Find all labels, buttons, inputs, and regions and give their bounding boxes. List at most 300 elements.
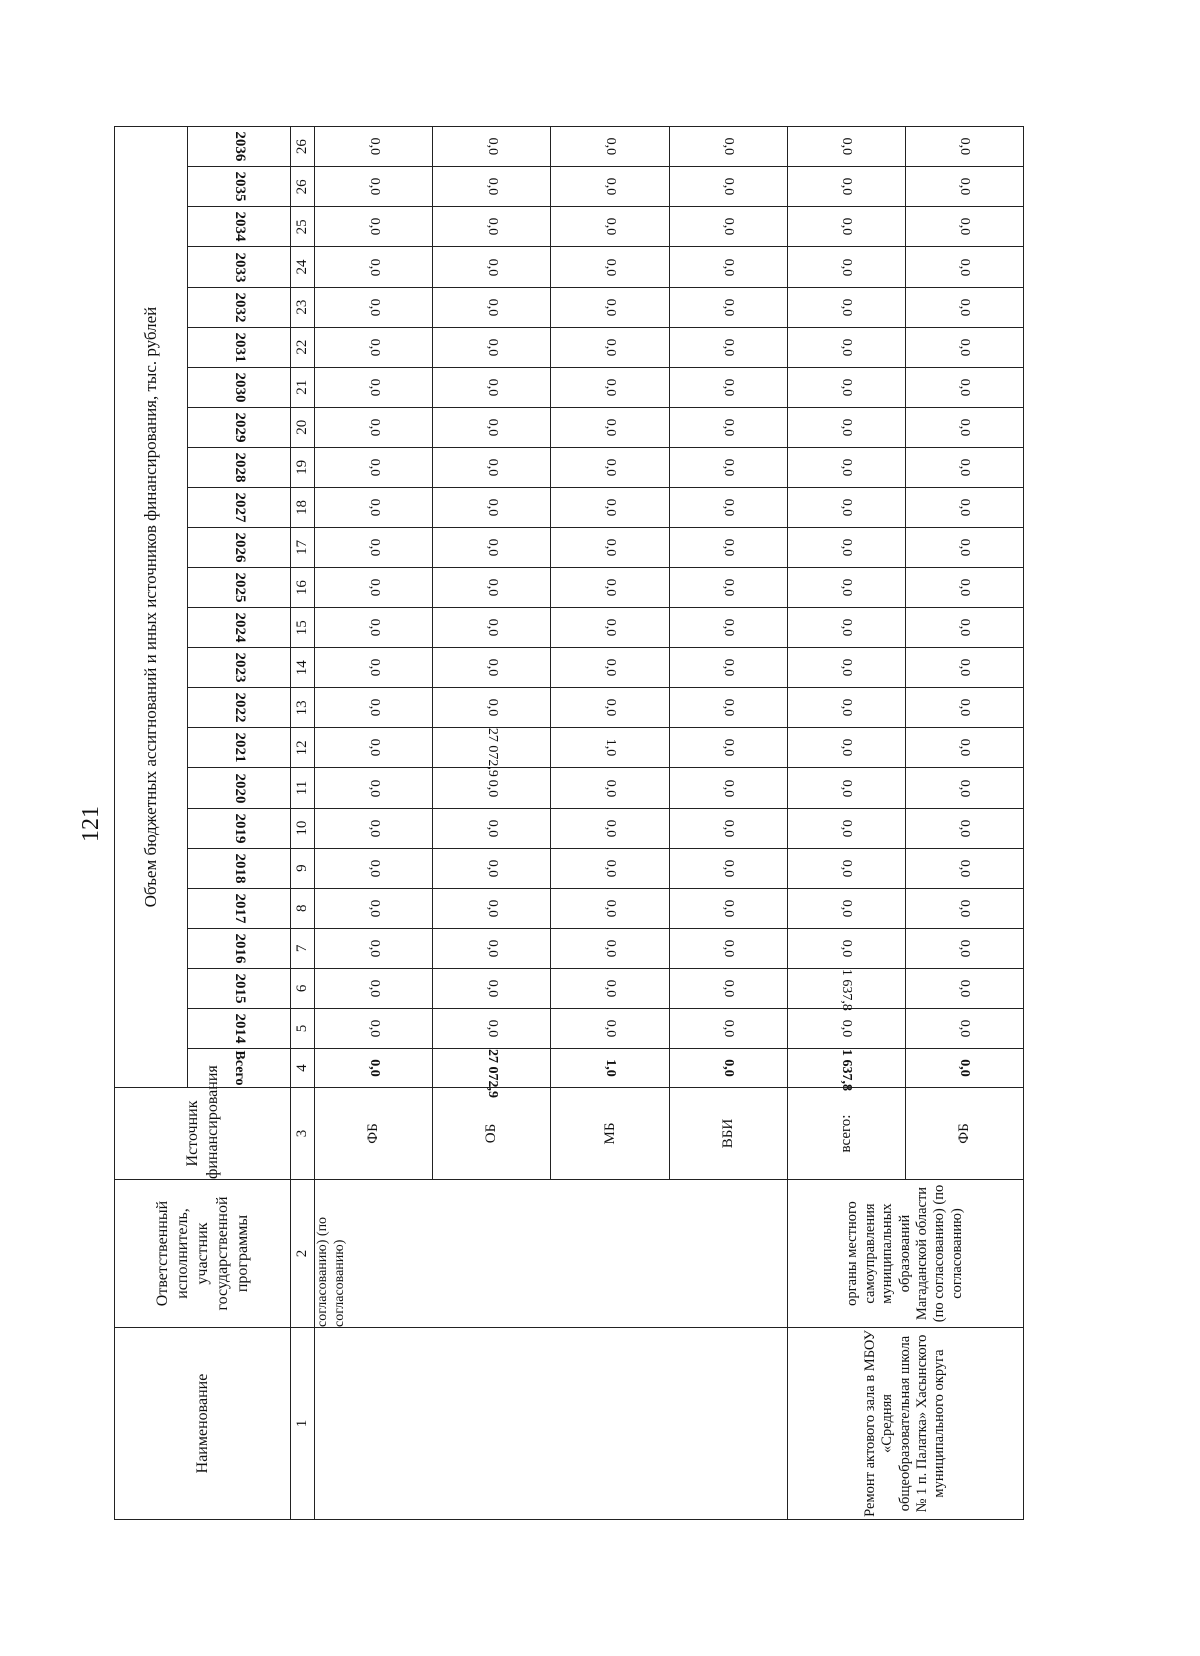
- value: 0,0: [839, 739, 855, 757]
- value: 0,0: [603, 578, 619, 597]
- value-cell: [433, 247, 551, 287]
- value: 0,0: [603, 819, 619, 837]
- value: 0,0: [366, 779, 382, 797]
- value-cell: [433, 928, 551, 968]
- header-volume: Объем бюджетных ассигнований и иных источников финансирования, тыс. рублей: [115, 127, 188, 1088]
- column-number: 13: [291, 688, 315, 728]
- header-year-cell: [188, 407, 291, 447]
- value-cell: [433, 447, 551, 487]
- value: 0,0: [603, 218, 619, 236]
- header-year-cell: [188, 327, 291, 367]
- header-year-cell: [188, 928, 291, 968]
- header-year-cell: [188, 127, 291, 167]
- value: 0,0: [839, 458, 855, 477]
- header-source: Источник финансирования: [115, 1088, 291, 1180]
- value: 0,0: [957, 458, 973, 477]
- value-cell: [551, 808, 669, 848]
- value-cell: [669, 968, 787, 1008]
- value: 0,0: [603, 538, 619, 557]
- value-cell: [315, 888, 433, 928]
- value: 0,0: [839, 298, 855, 316]
- value: 0,0: [839, 338, 855, 356]
- value: 0,0: [603, 418, 619, 437]
- value: 0,0: [484, 137, 500, 156]
- value: 0,0: [484, 819, 500, 837]
- row-total: 0,0: [721, 1059, 737, 1077]
- value-cell: [787, 367, 905, 407]
- value: 0,0: [484, 338, 500, 356]
- row-total: 0,0: [366, 1059, 382, 1077]
- value: 0,0: [484, 618, 500, 637]
- value-cell: [905, 487, 1023, 527]
- value: 0,0: [957, 1019, 973, 1038]
- header-year: 2028: [231, 452, 248, 483]
- column-number: 17: [291, 527, 315, 567]
- value-cell: [551, 527, 669, 567]
- value-cell: [905, 127, 1023, 167]
- value: 0,0: [721, 578, 737, 597]
- value-cell: [905, 527, 1023, 567]
- value-cell: [551, 568, 669, 608]
- value: 0,0: [603, 939, 619, 958]
- column-number: 4: [291, 1049, 315, 1088]
- value: 0,0: [603, 378, 619, 396]
- value: 0,0: [366, 618, 382, 637]
- value: 0,0: [366, 258, 382, 276]
- value: 0,0: [484, 178, 500, 196]
- value-cell: [787, 848, 905, 888]
- value-cell: [669, 207, 787, 247]
- value-cell: [551, 447, 669, 487]
- value: 0,0: [839, 899, 855, 917]
- value-cell: [551, 608, 669, 648]
- value: 0,0: [603, 338, 619, 356]
- value: 0,0: [603, 458, 619, 477]
- header-year-cell: [188, 167, 291, 207]
- value: 0,0: [366, 859, 382, 877]
- value-cell: [433, 808, 551, 848]
- header-year: 2020: [231, 772, 248, 803]
- value-cell: [905, 367, 1023, 407]
- header-year: 2014: [231, 1013, 248, 1044]
- value: 0,0: [839, 178, 855, 196]
- value-cell: [787, 608, 905, 648]
- column-number: 25: [291, 207, 315, 247]
- value-cell: [551, 648, 669, 688]
- value-cell: [315, 367, 433, 407]
- row-total-cell: [433, 1049, 551, 1098]
- value: 0,0: [839, 418, 855, 437]
- column-number: 23: [291, 287, 315, 327]
- value: 0,0: [366, 458, 382, 477]
- value-cell: [433, 407, 551, 447]
- header-year: 2026: [231, 532, 248, 563]
- header-year: 2025: [231, 572, 248, 603]
- value: 0,0: [721, 659, 737, 677]
- column-number: 8: [291, 888, 315, 928]
- value: 0,0: [839, 859, 855, 877]
- value-cell: [787, 808, 905, 848]
- value-cell: [669, 407, 787, 447]
- value-cell: [315, 928, 433, 968]
- value-cell: [551, 167, 669, 207]
- column-number: 15: [291, 608, 315, 648]
- value-cell: [669, 928, 787, 968]
- value: 0,0: [603, 699, 619, 717]
- value-cell: [315, 1008, 433, 1048]
- header-year: 2034: [231, 211, 248, 242]
- value-cell: [787, 247, 905, 287]
- value-cell: [905, 287, 1023, 327]
- value-cell: [551, 407, 669, 447]
- value-cell: [669, 688, 787, 728]
- header-year: 2016: [231, 933, 248, 964]
- header-year-cell: [188, 247, 291, 287]
- value: 0,0: [484, 699, 500, 717]
- value: 0,0: [721, 338, 737, 356]
- value-cell: [315, 247, 433, 287]
- value-cell: [787, 928, 905, 968]
- value: 0,0: [603, 137, 619, 156]
- value-cell: [433, 648, 551, 688]
- column-number: 2: [291, 1180, 315, 1328]
- header-year: 2015: [231, 973, 248, 1004]
- header-year-cell: [188, 367, 291, 407]
- value-cell: [433, 848, 551, 888]
- value: 0,0: [839, 378, 855, 396]
- value-cell: [433, 287, 551, 327]
- value-cell: [669, 1008, 787, 1048]
- value: 0,0: [957, 538, 973, 557]
- value-cell: [551, 247, 669, 287]
- header-year-cell: [188, 608, 291, 648]
- row-source: ФБ: [315, 1088, 433, 1180]
- value-cell: [669, 768, 787, 808]
- header-year-cell: [188, 848, 291, 888]
- value-cell: [905, 447, 1023, 487]
- header-year-cell: [188, 447, 291, 487]
- header-year: 2029: [231, 412, 248, 443]
- value-cell: [669, 568, 787, 608]
- value-cell: [433, 1008, 551, 1048]
- value: 0,0: [603, 979, 619, 998]
- value: 0,0: [366, 418, 382, 437]
- header-year: 2031: [231, 332, 248, 363]
- value-cell: [315, 327, 433, 367]
- value-cell: [315, 207, 433, 247]
- value-cell: [315, 968, 433, 1008]
- value-cell: [551, 207, 669, 247]
- header-year: 2030: [231, 372, 248, 403]
- value: 0,0: [721, 979, 737, 998]
- value: 0,0: [957, 578, 973, 597]
- value-cell: [433, 207, 551, 247]
- value: 0,0: [721, 819, 737, 837]
- column-number: 20: [291, 407, 315, 447]
- value: 0,0: [366, 699, 382, 717]
- value-cell: [905, 888, 1023, 928]
- value-cell: [905, 1008, 1023, 1048]
- value-cell: [433, 568, 551, 608]
- value-cell: [315, 287, 433, 327]
- value-cell: [669, 127, 787, 167]
- value: 0,0: [366, 298, 382, 316]
- column-number: 18: [291, 487, 315, 527]
- value-cell: [787, 167, 905, 207]
- value: 0,0: [957, 258, 973, 276]
- value: 0,0: [839, 618, 855, 637]
- value-cell: [787, 648, 905, 688]
- value: 0,0: [366, 538, 382, 557]
- value-cell: [315, 728, 433, 768]
- value: 0,0: [366, 218, 382, 236]
- value: 0,0: [721, 779, 737, 797]
- value: 0,0: [484, 298, 500, 316]
- value: 0,0: [721, 218, 737, 236]
- column-number: 9: [291, 848, 315, 888]
- value-cell: [315, 127, 433, 167]
- value: 0,0: [839, 578, 855, 597]
- value-cell: [905, 167, 1023, 207]
- value-cell: [787, 207, 905, 247]
- header-year-cell: [188, 207, 291, 247]
- header-year-cell: [188, 1008, 291, 1048]
- value-cell: [669, 487, 787, 527]
- value-cell: [669, 888, 787, 928]
- value: 0,0: [957, 859, 973, 877]
- column-number: 21: [291, 367, 315, 407]
- column-number: 16: [291, 568, 315, 608]
- row-source: ФБ: [905, 1088, 1023, 1180]
- value-cell: [669, 167, 787, 207]
- value: 0,0: [721, 458, 737, 477]
- value-cell: [315, 568, 433, 608]
- column-number: 14: [291, 648, 315, 688]
- value-cell: [551, 1008, 669, 1048]
- column-number: 26: [291, 127, 315, 167]
- value-cell: [787, 327, 905, 367]
- value-cell: [905, 728, 1023, 768]
- header-year: 2019: [231, 813, 248, 844]
- header-year-cell: [188, 768, 291, 808]
- value: 0,0: [484, 258, 500, 276]
- value-cell: [669, 648, 787, 688]
- value: 0,0: [366, 1019, 382, 1038]
- value-cell: [905, 568, 1023, 608]
- value: 0,0: [721, 699, 737, 717]
- header-year: 2024: [231, 612, 248, 643]
- header-year: 2022: [231, 692, 248, 723]
- value: 0,0: [957, 178, 973, 196]
- row-total: 1,0: [603, 1059, 619, 1077]
- header-year: 2023: [231, 652, 248, 683]
- value-cell: [433, 968, 551, 1008]
- value: 0,0: [484, 578, 500, 597]
- value-cell: [433, 688, 551, 728]
- value: 0,0: [957, 939, 973, 958]
- value: 0,0: [366, 178, 382, 196]
- header-year: 2021: [231, 732, 248, 763]
- column-number: 11: [291, 768, 315, 808]
- header-year: 2018: [231, 853, 248, 884]
- value-cell: [551, 688, 669, 728]
- value: 0,0: [366, 939, 382, 958]
- value-cell: [669, 808, 787, 848]
- value-cell: [315, 688, 433, 728]
- value: 0,0: [366, 899, 382, 917]
- value: 0,0: [721, 1019, 737, 1038]
- value-cell: [551, 287, 669, 327]
- header-responsible: Ответственный исполнитель, участник государственной программы: [115, 1180, 291, 1328]
- value: 0,0: [957, 819, 973, 837]
- value: 0,0: [484, 458, 500, 477]
- value: 0,0: [721, 618, 737, 637]
- value: 1,0: [603, 739, 619, 757]
- value-cell: [433, 888, 551, 928]
- header-year: 2017: [231, 893, 248, 924]
- value: 0,0: [721, 859, 737, 877]
- header-year: 2035: [231, 171, 248, 202]
- value-cell: [433, 728, 551, 778]
- header-year: 2033: [231, 251, 248, 282]
- value-cell: [787, 447, 905, 487]
- value-cell: [787, 287, 905, 327]
- value: 0,0: [366, 578, 382, 597]
- value: 0,0: [957, 779, 973, 797]
- value: 0,0: [484, 498, 500, 517]
- value: 0,0: [603, 859, 619, 877]
- column-number: 7: [291, 928, 315, 968]
- value: 0,0: [366, 819, 382, 837]
- column-number: 3: [291, 1088, 315, 1180]
- value: 0,0: [721, 939, 737, 958]
- value: 0,0: [721, 137, 737, 156]
- value: 0,0: [721, 258, 737, 276]
- row-source: всего:: [787, 1088, 905, 1180]
- header-year-cell: [188, 688, 291, 728]
- header-name: Наименование: [115, 1328, 291, 1520]
- value: 1 637,8: [839, 968, 855, 1011]
- header-year-cell: [188, 648, 291, 688]
- value: 0,0: [721, 739, 737, 757]
- row-total-cell: [551, 1049, 669, 1088]
- column-number: 24: [291, 247, 315, 287]
- value-cell: [669, 247, 787, 287]
- value: 0,0: [484, 979, 500, 998]
- value-cell: [787, 407, 905, 447]
- value: 0,0: [957, 298, 973, 316]
- value-cell: [551, 968, 669, 1008]
- value-cell: [551, 928, 669, 968]
- value: 0,0: [603, 298, 619, 316]
- value-cell: [315, 487, 433, 527]
- value-cell: [905, 207, 1023, 247]
- value: 0,0: [603, 258, 619, 276]
- value: 0,0: [603, 178, 619, 196]
- value: 0,0: [957, 899, 973, 917]
- value-cell: [787, 968, 905, 1011]
- value: 0,0: [839, 699, 855, 717]
- value: 0,0: [721, 178, 737, 196]
- value: 0,0: [957, 418, 973, 437]
- value-cell: [669, 367, 787, 407]
- value-cell: [315, 648, 433, 688]
- header-year-cell: [188, 808, 291, 848]
- value: 0,0: [366, 137, 382, 156]
- value-cell: [669, 447, 787, 487]
- value-cell: [787, 568, 905, 608]
- value-cell: [787, 728, 905, 768]
- value-cell: [315, 848, 433, 888]
- value-cell: [433, 487, 551, 527]
- value: 0,0: [957, 378, 973, 396]
- value: 0,0: [721, 498, 737, 517]
- value-cell: [905, 768, 1023, 808]
- column-number: 22: [291, 327, 315, 367]
- table-row: [787, 127, 905, 1520]
- header-year-cell: [188, 287, 291, 327]
- row-total-cell: [669, 1049, 787, 1088]
- header-year-cell: [188, 888, 291, 928]
- value-cell: [551, 327, 669, 367]
- header-year-cell: [188, 968, 291, 1008]
- value: 0,0: [839, 779, 855, 797]
- row-total: 27 072,9: [484, 1049, 500, 1098]
- header-year: 2032: [231, 292, 248, 323]
- header-row-1: [115, 127, 188, 1520]
- column-numbers-row: [291, 127, 315, 1520]
- value: 0,0: [957, 618, 973, 637]
- budget-table: [114, 126, 1024, 1520]
- value: 0,0: [839, 1019, 855, 1038]
- value: 0,0: [484, 939, 500, 958]
- row-source: МБ: [551, 1088, 669, 1180]
- value-cell: [905, 247, 1023, 287]
- column-number: 6: [291, 968, 315, 1008]
- value-cell: [905, 608, 1023, 648]
- value-cell: [315, 808, 433, 848]
- column-number: 19: [291, 447, 315, 487]
- value-cell: [551, 367, 669, 407]
- value: 0,0: [603, 899, 619, 917]
- value-cell: [905, 648, 1023, 688]
- column-number: 10: [291, 808, 315, 848]
- value-cell: [787, 688, 905, 728]
- value-cell: [905, 688, 1023, 728]
- value-cell: [905, 928, 1023, 968]
- value-cell: [433, 367, 551, 407]
- value: 0,0: [957, 338, 973, 356]
- value-cell: [315, 527, 433, 567]
- value: 0,0: [603, 779, 619, 797]
- value: 0,0: [484, 218, 500, 236]
- value: 0,0: [839, 258, 855, 276]
- header-year: 2036: [231, 131, 248, 162]
- header-year-cell: [188, 728, 291, 768]
- value-cell: [669, 527, 787, 567]
- value: 0,0: [957, 498, 973, 517]
- value-cell: [905, 968, 1023, 1008]
- value-cell: [787, 127, 905, 167]
- value: 0,0: [839, 137, 855, 156]
- value: 0,0: [957, 979, 973, 998]
- value-cell: [551, 768, 669, 808]
- value: 0,0: [957, 699, 973, 717]
- value: 0,0: [603, 659, 619, 677]
- value-cell: [315, 608, 433, 648]
- value: 0,0: [839, 498, 855, 517]
- value: 0,0: [484, 859, 500, 877]
